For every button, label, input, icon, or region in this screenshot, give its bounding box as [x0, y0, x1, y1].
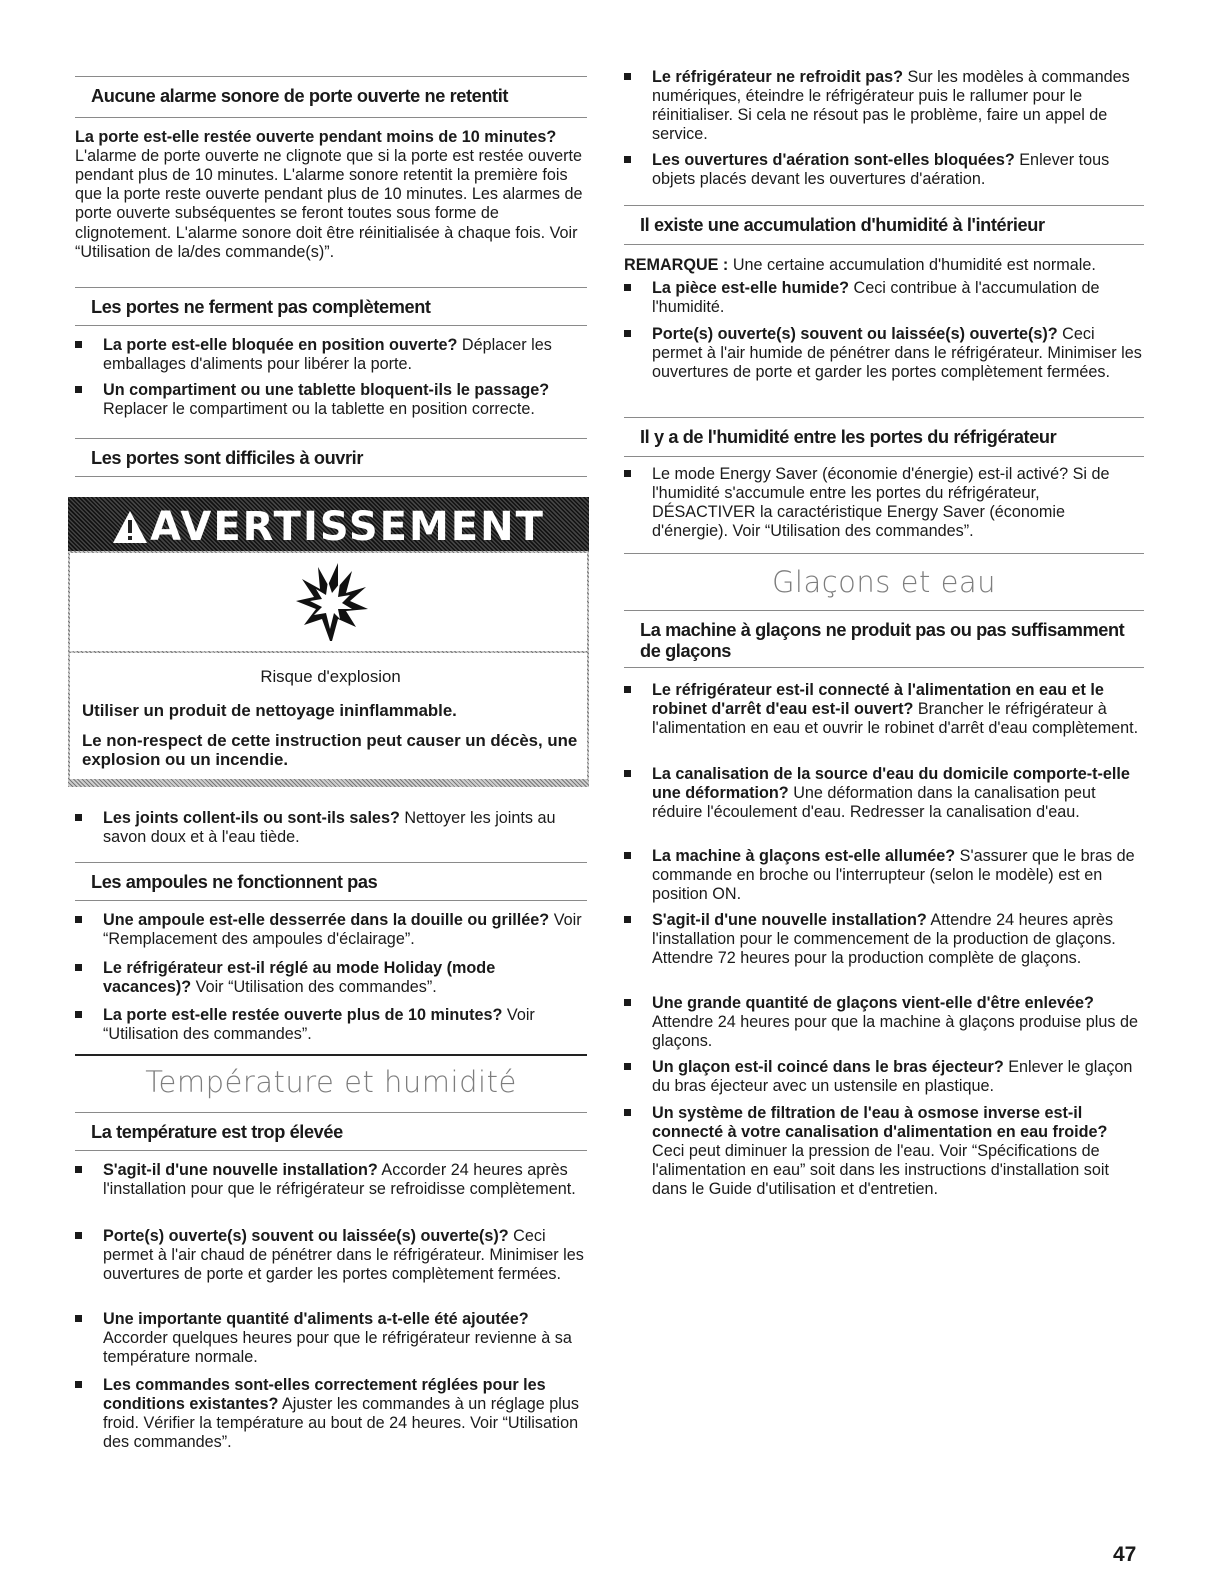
list-item: S'agit-il d'une nouvelle installation? Accorder 24 heures après l'installation pour que le réfrigérateur se refroidisse complètement. — [75, 1161, 587, 1199]
divider — [75, 117, 587, 118]
bullet — [75, 916, 82, 923]
remark — [624, 256, 1144, 275]
page-number: 47 — [1113, 1543, 1137, 1566]
bullet — [624, 470, 631, 477]
list-item: La porte est-elle bloquée en position ouverte? Déplacer les emballages d'aliments pour libérer la porte. — [75, 336, 587, 374]
list-item: Une grande quantité de glaçons vient-elle d'être enlevée? Attendre 24 heures pour que la machine à glaçons produise plus de glaçons. — [624, 994, 1144, 1051]
warning-triangle-icon — [112, 508, 148, 555]
list-item: Les joints collent-ils ou sont-ils sales? Nettoyer les joints au savon doux et à l'eau tiède. — [75, 809, 587, 847]
bullet — [624, 770, 631, 777]
list-item: La pièce est-elle humide? Ceci contribue à l'accumulation de l'humidité. — [624, 279, 1144, 317]
warning-text-area — [70, 653, 587, 779]
bullet — [624, 852, 631, 859]
bullet — [75, 814, 82, 821]
list-item: Un glaçon est-il coincé dans le bras éjecteur? Enlever le glaçon du bras éjecteur avec un ustensile en plastique. — [624, 1058, 1144, 1096]
bullet — [624, 686, 631, 693]
divider — [75, 476, 587, 477]
remark-label: REMARQUE : — [624, 256, 729, 274]
divider — [75, 1112, 587, 1113]
list-item: S'agit-il d'une nouvelle installation? Attendre 24 heures après l'installation pour le commencement de la production de glaçons. Attendre 72 heures pour la production complète de glaçons. — [624, 911, 1144, 968]
explosion-icon — [292, 561, 370, 643]
divider — [624, 417, 1144, 418]
divider — [75, 900, 587, 901]
list-item: Le réfrigérateur ne refroidit pas? Sur les modèles à commandes numériques, éteindre le réfrigérateur puis le rallumer pour le réinitialiser. Si cela ne résout pas le problème, faire un appel de service. — [624, 68, 1144, 144]
warning-instruction: Utiliser un produit de nettoyage ininflammable. — [82, 701, 457, 720]
divider — [75, 1150, 587, 1151]
divider — [624, 244, 1144, 245]
bullet — [624, 284, 631, 291]
bullet — [624, 1109, 631, 1116]
alarm-answer: L'alarme de porte ouverte ne clignote que si la porte est restée ouverte pendant plus de 10 minutes. L'alarme sonore retentit la première fois que la porte reste ouverte pendant plus de 10 minutes. Les alarmes de porte ouverte subséquentes se feront toutes sous forme de clignotement. L'alarme sonore doit être réinitialisée à chaque fois. Voir “Utilisation de la/des commande(s)”. — [75, 147, 583, 261]
divider — [624, 553, 1144, 554]
list-item: Le réfrigérateur est-il réglé au mode Holiday (mode vacances)? Voir “Utilisation des commandes”. — [75, 959, 587, 997]
bullet — [75, 386, 82, 393]
divider — [624, 456, 1144, 457]
list-item: La canalisation de la source d'eau du domicile comporte-t-elle une déformation? Une déformation dans la canalisation peut réduire l'écoulement d'eau. Redresser la canalisation d'eau. — [624, 765, 1144, 822]
divider — [624, 667, 1144, 668]
heading-temp-too-high: La température est trop élevée — [91, 1122, 343, 1142]
bullet — [75, 964, 82, 971]
heading-doors-not-closing: Les portes ne ferment pas complètement — [91, 297, 431, 317]
bullet — [75, 1166, 82, 1173]
bullet — [624, 999, 631, 1006]
divider — [624, 205, 1144, 206]
list-item: Les ouvertures d'aération sont-elles bloquées? Enlever tous objets placés devant les ouvertures d'aération. — [624, 151, 1144, 189]
remark-text: Une certaine accumulation d'humidité est normale. — [728, 256, 1096, 274]
heading-humidity-doors: Il y a de l'humidité entre les portes du réfrigérateur — [640, 427, 1057, 447]
list-item: Un système de filtration de l'eau à osmose inverse est-il connecté à votre canalisation d'alimentation en eau froide? Ceci peut diminuer la pression de l'eau. Voir “Spécifications de l'alimentation en eau” soit dans les instructions d'installation soit dans le Guide d'utilisation et d'entretien. — [624, 1104, 1144, 1200]
warning-risk: Risque d'explosion — [260, 667, 401, 686]
divider — [75, 438, 587, 439]
list-item: Le réfrigérateur est-il connecté à l'alimentation en eau et le robinet d'arrêt d'eau est-il ouvert? Brancher le réfrigérateur à l'alimentation en eau et ouvrir le robinet d'arrêt d'eau complètement. — [624, 681, 1144, 738]
bullet — [624, 330, 631, 337]
warning-pictogram-area — [70, 553, 587, 651]
bullet — [75, 1315, 82, 1322]
warning-consequence: Le non-respect de cette instruction peut causer un décès, une explosion ou un incendie. — [82, 731, 578, 770]
heading-ice-maker: La machine à glaçons ne produit pas ou pas suffisamment de glaçons — [640, 620, 1125, 661]
list-item: La porte est-elle restée ouverte plus de 10 minutes? Voir “Utilisation des commandes”. — [75, 1006, 587, 1044]
heading-no-alarm: Aucune alarme sonore de porte ouverte ne retentit — [91, 86, 509, 106]
section-title-ice: Glaçons et eau — [771, 565, 997, 599]
bullet — [75, 1232, 82, 1239]
divider — [75, 325, 587, 326]
bullet — [75, 1381, 82, 1388]
warning-title: AVERTISSEMENT — [150, 504, 545, 550]
warning-header — [68, 497, 589, 551]
section-divider — [75, 1054, 587, 1056]
warning-box — [68, 497, 589, 787]
list-item: Porte(s) ouverte(s) souvent ou laissée(s) ouverte(s)? Ceci permet à l'air chaud de pénétrer dans le réfrigérateur. Minimiser les ouvertures de porte et garder les portes complètement fermées. — [75, 1227, 587, 1284]
section-title-temperature: Température et humidité — [145, 1065, 517, 1099]
bullet — [75, 341, 82, 348]
list-item: Un compartiment ou une tablette bloquent-ils le passage? Replacer le compartiment ou la tablette en position correcte. — [75, 381, 587, 419]
heading-humidity-inside: Il existe une accumulation d'humidité à l'intérieur — [640, 215, 1045, 235]
alarm-paragraph — [75, 128, 587, 262]
heading-bulbs: Les ampoules ne fonctionnent pas — [91, 872, 378, 892]
bullet — [624, 156, 631, 163]
list-item: Le mode Energy Saver (économie d'énergie) est-il activé? Si de l'humidité s'accumule entre les portes du réfrigérateur, DÉSACTIVER la caractéristique Energy Saver (économie d'énergie). Voir “Utilisation des commandes”. — [624, 465, 1144, 541]
list-item: Une ampoule est-elle desserrée dans la douille ou grillée? Voir “Remplacement des ampoules d'éclairage”. — [75, 911, 587, 949]
divider — [75, 287, 587, 288]
bullet — [624, 1063, 631, 1070]
list-item: Les commandes sont-elles correctement réglées pour les conditions existantes? Ajuster les commandes à un réglage plus froid. Vérifier la température au bout de 24 heures. Voir “Utilisation des commandes”. — [75, 1376, 587, 1452]
bullet — [624, 73, 631, 80]
heading-doors-hard-to-open: Les portes sont difficiles à ouvrir — [91, 448, 364, 468]
divider — [75, 862, 587, 863]
divider — [75, 76, 587, 77]
list-item: La machine à glaçons est-elle allumée? S'assurer que le bras de commande en broche ou l'interrupteur (selon le modèle) est en position ON. — [624, 847, 1144, 904]
bullet — [624, 916, 631, 923]
list-item: Porte(s) ouverte(s) souvent ou laissée(s) ouverte(s)? Ceci permet à l'air humide de pénétrer dans le réfrigérateur. Minimiser les ouvertures de porte et garder les portes complètement fermées. — [624, 325, 1144, 382]
list-item: Une importante quantité d'aliments a-t-elle été ajoutée? Accorder quelques heures pour que le réfrigérateur revienne à sa température normale. — [75, 1310, 587, 1367]
divider — [624, 610, 1144, 611]
bullet — [75, 1011, 82, 1018]
alarm-question: La porte est-elle restée ouverte pendant moins de 10 minutes? — [75, 128, 557, 146]
